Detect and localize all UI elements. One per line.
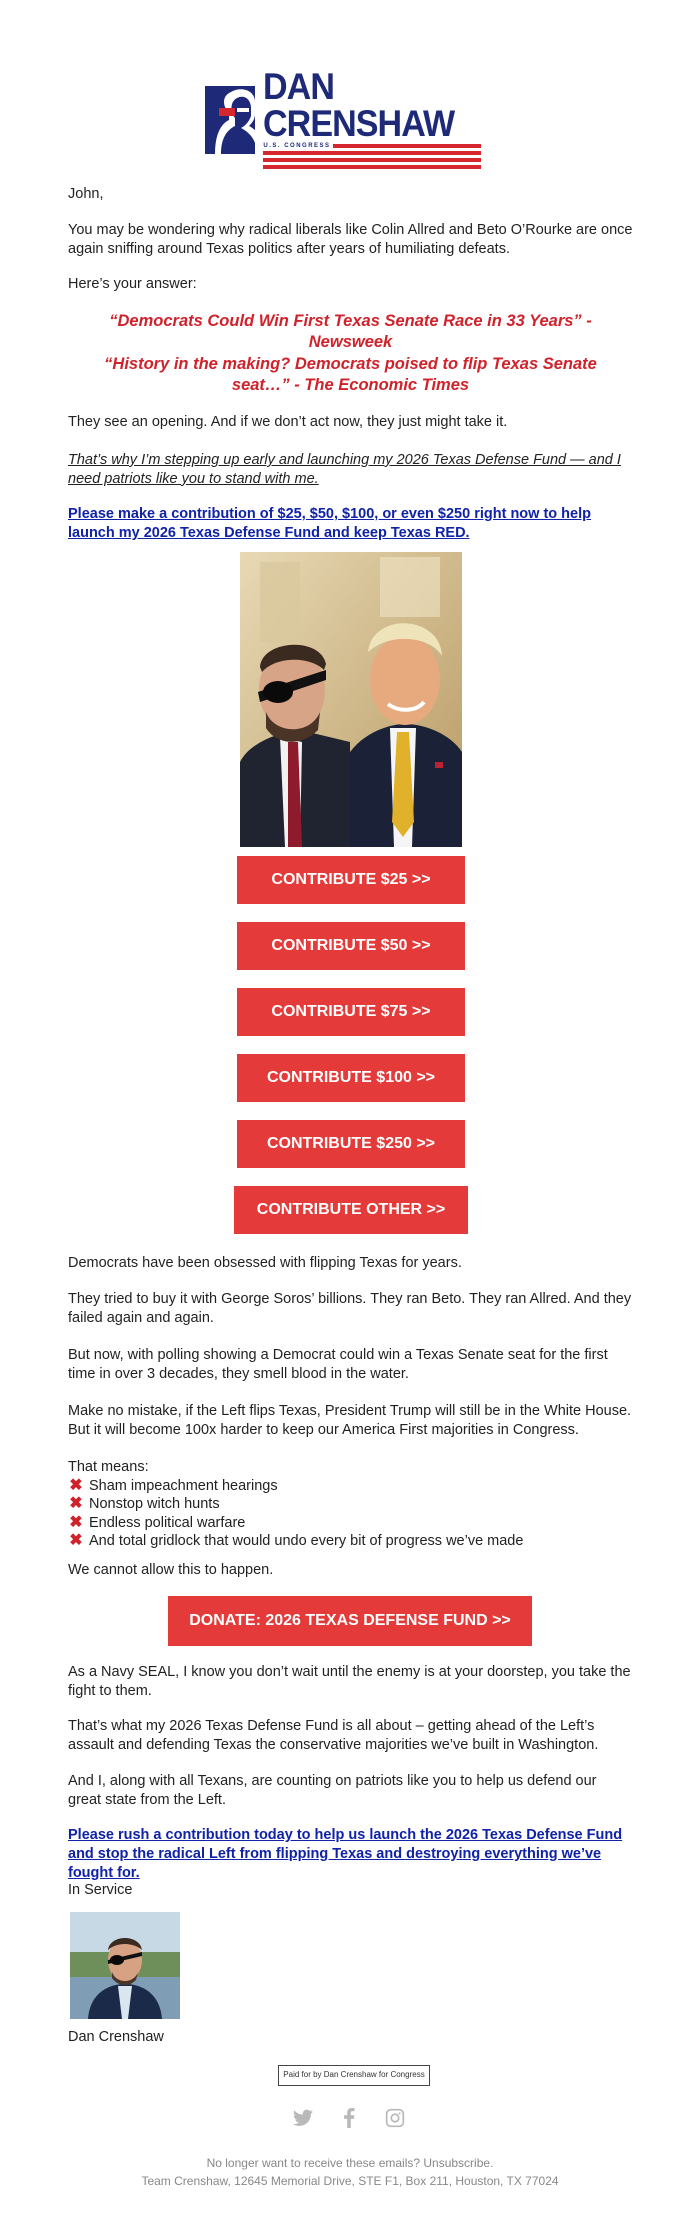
contribute-250-button[interactable]: CONTRIBUTE $250 >> <box>237 1120 465 1168</box>
why-paragraph: That’s why I’m stepping up early and launching my 2026 Texas Defense Fund — and I need patriots like you to stand with me. <box>68 452 621 487</box>
quote-economic-times: “History in the making? Democrats poised to flip Texas Senate seat…” - The Economic Times <box>104 355 597 395</box>
means-list <box>68 1458 633 1551</box>
answer-lead: Here’s your answer: <box>68 276 197 292</box>
red-x-icon: ✖ <box>69 1476 83 1494</box>
logo-stripes <box>263 144 481 172</box>
body-paragraph-2: They tried to buy it with George Soros’ billions. They ran Beto. They ran Allred. And they failed again and again. <box>68 1291 632 1326</box>
twitter-icon[interactable] <box>293 2108 313 2128</box>
social-links <box>293 2108 405 2128</box>
quote-newsweek: “Democrats Could Win First Texas Senate Race in 33 Years” - Newsweek <box>109 312 592 352</box>
contribute-other-button[interactable]: CONTRIBUTE OTHER >> <box>234 1186 468 1234</box>
contribute-25-button[interactable]: CONTRIBUTE $25 >> <box>237 856 465 904</box>
cannot-paragraph: We cannot allow this to happen. <box>68 1562 274 1578</box>
rush-contribution-link[interactable]: Please rush a contribution today to help us launch the 2026 Texas Defense Fund and stop the radical Left from flipping Texas and destroying everything we’ve fought for. <box>68 1827 623 1881</box>
list-item-text: Nonstop witch hunts <box>89 1496 220 1513</box>
greeting: John, <box>68 186 104 202</box>
list-item <box>68 1532 633 1551</box>
means-lead: That means: <box>68 1459 149 1475</box>
logo-portrait-icon <box>205 86 255 154</box>
opening-paragraph: They see an opening. And if we don’t act now, they just might take it. <box>68 414 508 430</box>
signature-name: Dan Crenshaw <box>68 2029 164 2045</box>
paid-for-disclaimer: Paid for by Dan Crenshaw for Congress <box>278 2065 430 2086</box>
counting-paragraph: And I, along with all Texans, are counting on patriots like you to help us defend our great state from the Left. <box>68 1773 597 1808</box>
unsubscribe-text[interactable]: No longer want to receive these emails? Unsubscribe. <box>206 2156 494 2170</box>
fund-paragraph: That’s what my 2026 Texas Defense Fund is all about – getting ahead of the Left’s assault and defending Texas the conservative majorities we’ve built in Washington. <box>68 1718 599 1753</box>
seal-paragraph: As a Navy SEAL, I know you don’t wait until the enemy is at your doorstep, you take the fight to them. <box>68 1664 631 1699</box>
list-item <box>68 1514 633 1533</box>
photo-crenshaw-trump <box>240 552 462 847</box>
facebook-icon[interactable] <box>339 2108 359 2128</box>
list-item-text: Endless political warfare <box>89 1514 246 1531</box>
campaign-logo[interactable] <box>205 66 495 155</box>
list-item <box>68 1495 633 1514</box>
intro-paragraph: You may be wondering why radical liberals like Colin Allred and Beto O’Rourke are once again sniffing around Texas politics after years of humiliating defeats. <box>68 222 633 257</box>
body-paragraph-3: But now, with polling showing a Democrat could win a Texas Senate seat for the first time in over 3 decades, they smell blood in the water. <box>68 1347 608 1382</box>
contribute-75-button[interactable]: CONTRIBUTE $75 >> <box>237 988 465 1036</box>
list-item-text: And total gridlock that would undo every bit of progress we’ve made <box>89 1533 524 1550</box>
logo-sub: U.S. CONGRESS <box>263 143 331 149</box>
body-paragraph-4: Make no mistake, if the Left flips Texas, President Trump will still be in the White House. But it will become 100x harder to keep our America First majorities in Congress. <box>68 1403 632 1438</box>
instagram-icon[interactable] <box>385 2108 405 2128</box>
donate-defense-fund-button[interactable]: DONATE: 2026 TEXAS DEFENSE FUND >> <box>168 1596 532 1646</box>
body-paragraph-1: Democrats have been obsessed with flipping Texas for years. <box>68 1255 462 1271</box>
contribute-50-button[interactable]: CONTRIBUTE $50 >> <box>237 922 465 970</box>
contribution-link[interactable]: Please make a contribution of $25, $50, $100, or even $250 right now to help launch my 2026 Texas Defense Fund and keep Texas RED. <box>68 506 591 541</box>
signoff: In Service <box>68 1882 133 1898</box>
red-x-icon: ✖ <box>69 1495 83 1513</box>
headshot-photo <box>70 1912 180 2019</box>
logo-name: DAN CRENSHAW <box>263 66 455 144</box>
footer-address: Team Crenshaw, 12645 Memorial Drive, STE F1, Box 211, Houston, TX 77024 <box>141 2174 559 2188</box>
list-item-text: Sham impeachment hearings <box>89 1477 278 1494</box>
contribute-100-button[interactable]: CONTRIBUTE $100 >> <box>237 1054 465 1102</box>
list-item <box>68 1477 633 1496</box>
red-x-icon: ✖ <box>69 1532 83 1550</box>
red-x-icon: ✖ <box>69 1513 83 1531</box>
